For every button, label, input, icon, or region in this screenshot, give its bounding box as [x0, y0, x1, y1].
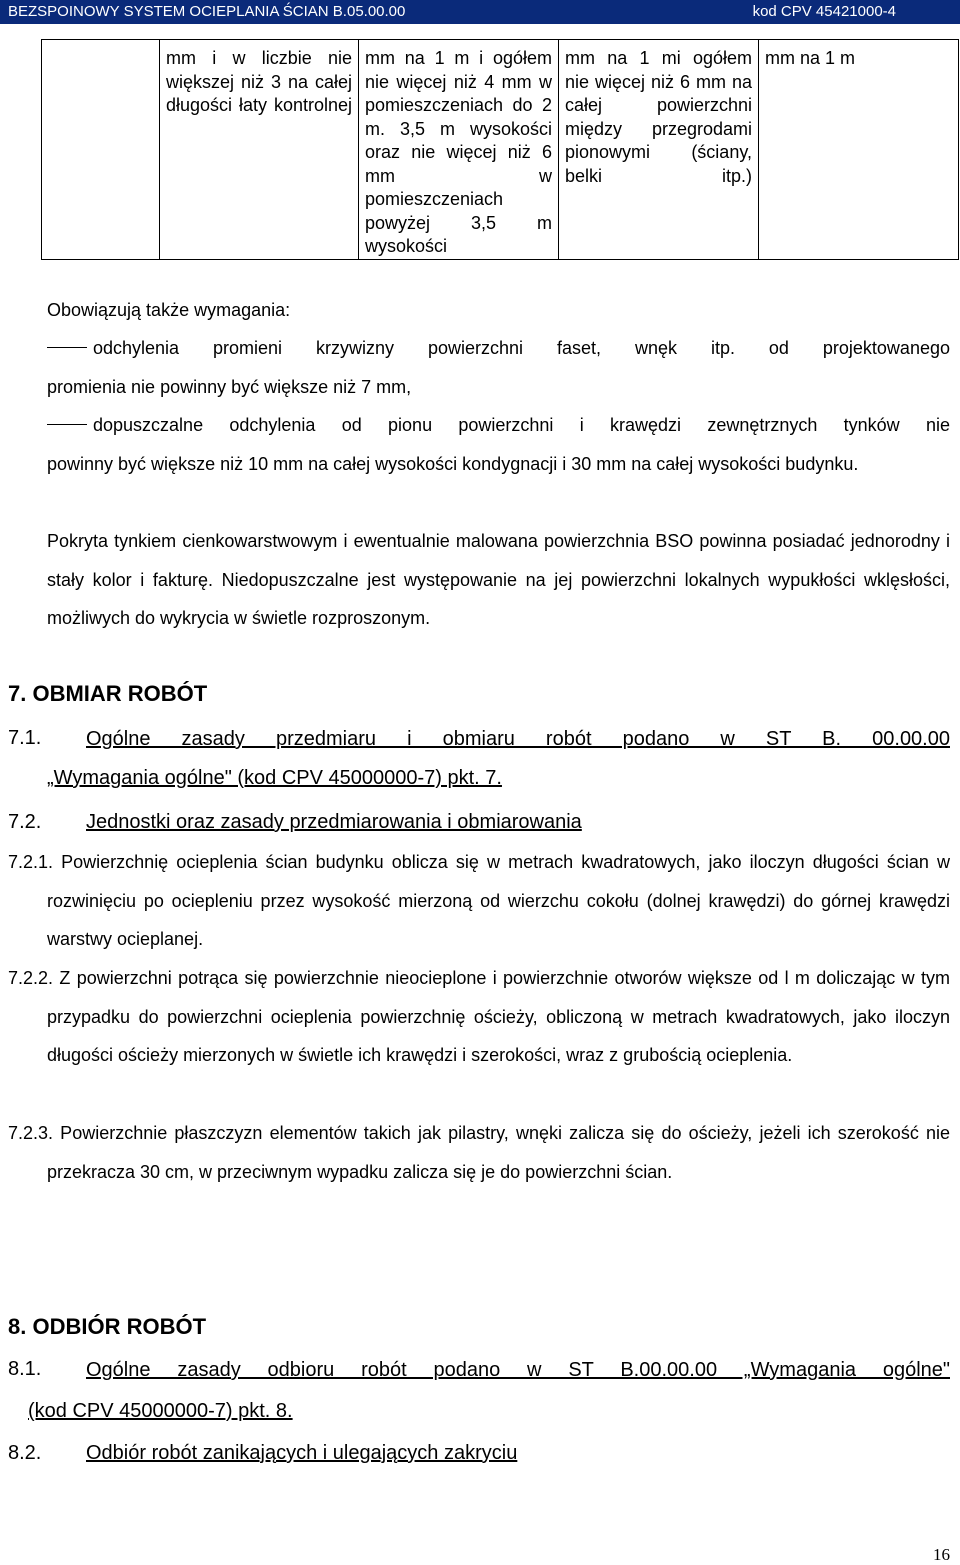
table-cell-empty: [42, 40, 160, 260]
table-row: [42, 40, 959, 260]
section-7-1-line-1: Ogólne zasady przedmiaru i obmiaru robót podano w ST B. 00.00.00: [86, 728, 950, 750]
section-7-1-number: 7.1.: [8, 727, 42, 749]
document-header: [0, 0, 960, 24]
tolerance-table: [41, 39, 959, 260]
requirement-item-1: [47, 333, 950, 363]
section-7-2-2: 7.2.2. Z powierzchni potrąca się powierzchnie nieocieplone i powierzchnie otworów większe od l m doliczając w tym przypadku do powierzchni ocieplenia powierzchnię ościeży, obliczoną w metrach kwadratowych, jako iloczyn długości ościeży mierzonych w świetle ich krawędzi i szerokości, wraz z grubością ocieplenia.: [8, 968, 950, 1066]
section-8-1-line-1: Ogólne zasady odbioru robót podano w ST B.00.00.00 „Wymagania ogólne": [86, 1359, 950, 1381]
dash-bullet: [47, 347, 87, 348]
section-7-2-title: Jednostki oraz zasady przedmiarowania i obmiarowania: [86, 811, 582, 833]
requirement-item-1-line-1: odchylenia promieni krzywizny powierzchni faset, wnęk itp. od projektowanego: [93, 338, 950, 358]
requirement-item-2: [47, 410, 950, 440]
header-title: BEZSPOINOWY SYSTEM OCIEPLANIA ŚCIAN B.05.00.00: [8, 3, 406, 20]
table-cell: mm na 1 m i ogółem nie więcej niż 4 mm w pomieszczeniach do 2 m. 3,5 m wysokości oraz nie więcej niż 6 mm w pomieszczeniach powyżej 3,5 m wysokości: [359, 40, 559, 260]
header-cpv-code: kod CPV 45421000-4: [752, 3, 896, 20]
page-number: 16: [933, 1545, 950, 1564]
section-7-1-line-2: „Wymagania ogólne" (kod CPV 45000000-7) pkt. 7.: [47, 767, 502, 789]
table-cell: mm i w liczbie nie większej niż 3 na całej długości łaty kontrolnej: [160, 40, 359, 260]
requirements-intro: Obowiązują także wymagania:: [47, 300, 291, 320]
section-8-2-number: 8.2.: [8, 1442, 42, 1464]
section-8-heading: 8. ODBIÓR ROBÓT: [8, 1314, 207, 1339]
requirement-item-2-line-1: dopuszczalne odchylenia od pionu powierzchni i krawędzi zewnętrznych tynków nie: [93, 415, 950, 435]
section-7-2-number: 7.2.: [8, 811, 42, 833]
section-7-heading: 7. OBMIAR ROBÓT: [8, 681, 208, 706]
table-cell: mm na 1 mi ogółem nie więcej niż 6 mm na całej powierzchni między przegrodami pionowymi (ściany, belki itp.): [559, 40, 759, 260]
dash-bullet: [47, 424, 87, 425]
requirement-item-1-line-2: promienia nie powinny być większe niż 7 mm,: [47, 377, 412, 397]
section-8-1-number: 8.1.: [8, 1358, 42, 1380]
section-8-2-title: Odbiór robót zanikających i ulegających zakryciu: [86, 1442, 518, 1464]
requirement-item-2-rest: powinny być większe niż 10 mm na całej wysokości kondygnacji i 30 mm na całej wysokości budynku.: [47, 454, 859, 474]
section-7-2-3: 7.2.3. Powierzchnie płaszczyzn elementów takich jak pilastry, wnęki zalicza się do ościeży, jeżeli ich szerokość nie przekracza 30 cm, w przeciwnym wypadku zalicza się je do powierzchni ścian.: [8, 1123, 950, 1182]
section-7-2-1: 7.2.1. Powierzchnię ocieplenia ścian budynku oblicza się w metrach kwadratowych, jako iloczyn długości ścian w rozwinięciu po ociepleniu przez wysokość mierzoną od wierzchu cokołu (dolnej krawędzi) do górnej krawędzi warstwy ocieplanej.: [8, 852, 950, 950]
table-cell: mm na 1 m: [759, 40, 959, 260]
section-8-1-line-2: (kod CPV 45000000-7) pkt. 8.: [28, 1400, 293, 1422]
surface-paragraph: Pokryta tynkiem cienkowarstwowym i ewentualnie malowana powierzchnia BSO powinna posiadać jednorodny i stały kolor i fakturę. Niedopuszczalne jest występowanie na jej powierzchni lokalnych wypukłości wklęsłości, możliwych do wykrycia w świetle rozproszonym.: [47, 531, 950, 629]
